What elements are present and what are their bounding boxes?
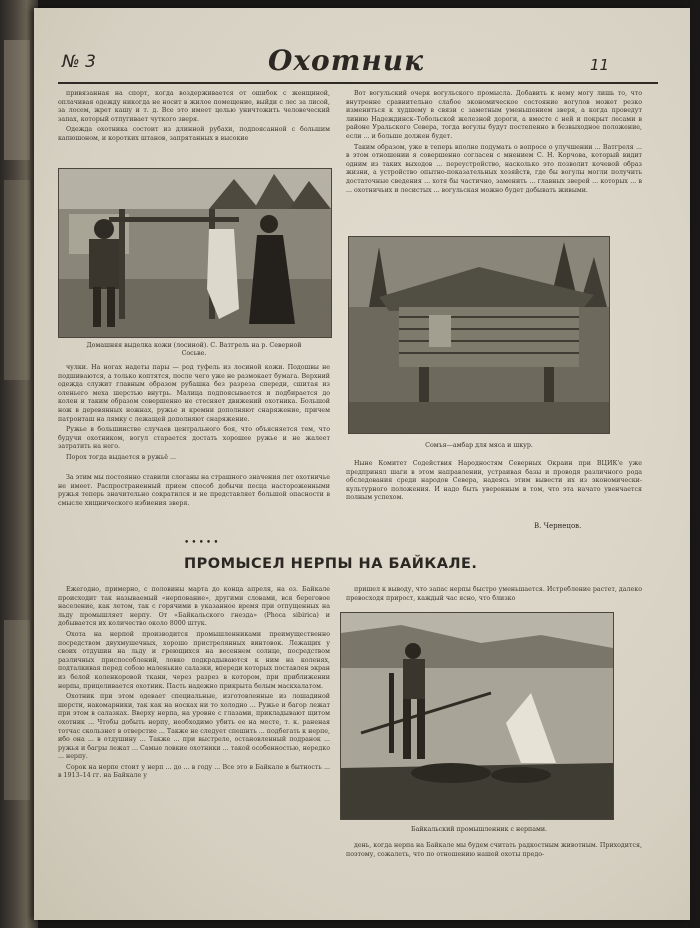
paragraph: Ежегодно, примерно, с половины марта до конца апреля, на оз. Байкале происходит так называемый «нерпование», другими словами, вся береговое население, как летом, так с горячими в указанное время при отпущенных на льду промышляет нерпу. От «Байкальского гнезда» (Phoca sibirica) и добывается их количество около 8000 штук. xyxy=(58,586,330,628)
leather-dressing-illustration xyxy=(59,169,331,337)
book-spine xyxy=(0,0,38,928)
article-column-left-mid xyxy=(58,364,330,464)
page-number: 11 xyxy=(590,56,610,74)
magazine-page xyxy=(34,8,690,920)
paragraph: Одежда охотника состоит из длинной рубахи, подпоясанной с большим капюшоном, и коротких штанов, запрятанных в высокие xyxy=(58,126,330,142)
article-column-baikal-right-bottom xyxy=(346,842,642,902)
paragraph: пришел к выводу, что запас нерпы быстро уменьшается. Истребление растет, далеко превосходя прирост, каждый час ясно, что близко xyxy=(346,586,642,602)
section-divider: ••••• xyxy=(184,538,221,548)
article-column-left-bottom xyxy=(58,474,330,524)
issue-number: № 3 xyxy=(62,52,96,72)
magazine-title: Охотник xyxy=(267,44,425,77)
storage-hut-illustration xyxy=(349,237,609,433)
paragraph: Ружье в большинстве случаев центрального боя, что объясняется тем, что будучи охотником, вогул старается достать хорошее ружье и не жалеет затратить на него. xyxy=(58,426,330,451)
article-column-right-top xyxy=(346,90,642,232)
header-rule xyxy=(58,82,658,84)
paragraph: Вот вогульский очерк вогульского промысла. Добавить к нему могу лишь то, что внутренне сравнительно слабое экономическое состояние вогулов может резко измениться к худшему в связи с заметным уменьшением зверя, а когда проведут линию Надеждинск–Тобольской железной дороги, а вместе с ней и покрыт лесами в районе Уральского Севера, тогда вогулы будут постепенно в безвыходное положение, если ... и больше должен будет. xyxy=(346,90,642,140)
paragraph: Порох тогда выдается в ружьё ... xyxy=(66,453,176,461)
photo-leather-dressing xyxy=(58,168,332,338)
article-headline: ПРОМЫСЕЛ НЕРПЫ НА БАЙКАЛЕ. xyxy=(184,556,478,572)
photo-caption: Домашняя выделка кожи (лосиной). С. Ватгрель на р. Северной Сосьве. xyxy=(86,342,302,357)
paragraph: день, когда нерпа на Байкале мы будем считать радкостным животным. Приходится, поэтому, сожалеть, что по отношению нашей охоты предо- xyxy=(346,842,642,858)
baikal-hunter-illustration xyxy=(341,613,613,819)
article-column-left-top xyxy=(58,90,330,170)
photo-storage-hut xyxy=(348,236,610,434)
article-column-right-mid xyxy=(346,460,642,520)
paragraph: За этим мы постоянно ставили слоганы на страшного значения лет охотничье не имеет. Распространенный прием способ добычи песца настороженными ружья теперь значительно сократился и не представляет большой опасности в смысле хищнического избиения зверя. xyxy=(58,474,330,507)
author-signature: В. Чернецов. xyxy=(534,522,582,530)
paragraph: Охотник при этом одевает специальные, изготовленные из лошадиной шерсти, накомарники, так как на носках ни то холодно ... Ружье и багор лежат при этом в салазках. Вверху нерпа, на уровне с глазами, прикладывают щитом охотник ... Чтобы добыть нерпу, необходимо убить ее на месте, т. к. раненая тотчас скользнет в отверстие ... Также не следует спешить ... подбегать к нерпе, ибо она ... в отдушину ... Также ... при выстреле, остановленный подранок ... ружья и багры лежат ... Самые ловкие охотники ... такой особенностью, нередко ... нерпу. xyxy=(58,693,330,761)
paragraph: Охота на нерпой производится промышленниками преимущественно посредством двухмушечных, хорошо пристрелянных винтовок. Лежащих у своих отдушин на льду и греющихся на весеннем солнце, посредством различных приспособлений, ловко подкрадываются к ним на коленях, подталкивая перед собою маленькие салазки, впереди которых поставлен экран из белой коленкоровой ткани, через разрез в котором, при приближении нерпы, прицеливается охотник. Пасть надежно прикрыта белым маскхалатом. xyxy=(58,630,330,690)
article-column-baikal-left xyxy=(58,586,330,908)
article-column-baikal-right-top xyxy=(346,586,642,606)
photo-caption: Байкальский промышленник с нерпами. xyxy=(410,826,548,833)
paragraph: привязанная на спорт, когда воздерживается от ошибок с женщиной, оплачивая одежду никогда не носит в жилое помещение, выйди с лес за лисой, за лосем, жрет кашу и т. д. Все это имеет целью уничтожить человеческий запах, который отпугивает чуткого зверя. xyxy=(58,90,330,123)
photo-caption: Сомъя—амбар для мяса и шкур. xyxy=(425,442,533,449)
paragraph: Сорок на нерпе стоит у нерп ... до ... в году ... Все это в Байкале в бытность ... в 1913–14 гг. на Байкале у xyxy=(58,763,330,780)
paragraph: чулки. На ногах надеты пары — род туфель из лосиной кожи. Подошвы не подшиваются, а только коптятся, после чего уже не размокает бумага. Верхний одежда служит главным образом рубашка без разреза спереди, сшитая из оленьего меха шерстью внутрь. Малица подпоясывается и подбирается до колен и таким образом совершенно не стесняет движений охотника. Большой нож в деревянных ножнах, ружье и кремни дополняют снаряжение, причем патронташ на лямку с лежащей дополняют снаряжение. xyxy=(58,364,330,423)
paragraph: Таким образом, уже в теперь вполне подумать о вопросе о улучшении ... Ватгреля ... в этом отношении я совершенно согласен с мнением С. Н. Корчова, который видит одним из таких выходов ... переустройство, насколько это позволит кочевой образ жизни, а устройство опытно-показательных хозяйств, где бы вогулы могли получить достаточные сведения ... хотя бы частично, заменить ... главных зверей ... которых ... в ... охотничьих и лесистых ... вогульская можно будет добывать живыми. xyxy=(346,143,642,194)
photo-baikal-hunter xyxy=(340,612,614,820)
paragraph: Ныне Комитет Содействия Народностям Северных Окраин при ВЦИК'е уже предпринял шаги в этом направлении, устраивая базы и проводя различного рода обследования среди народов Севера, надеясь этим вывести их из экономически-культурного положения. И надо быть уверенным в том, что эта начато увенчается полным успехом. xyxy=(346,460,642,502)
